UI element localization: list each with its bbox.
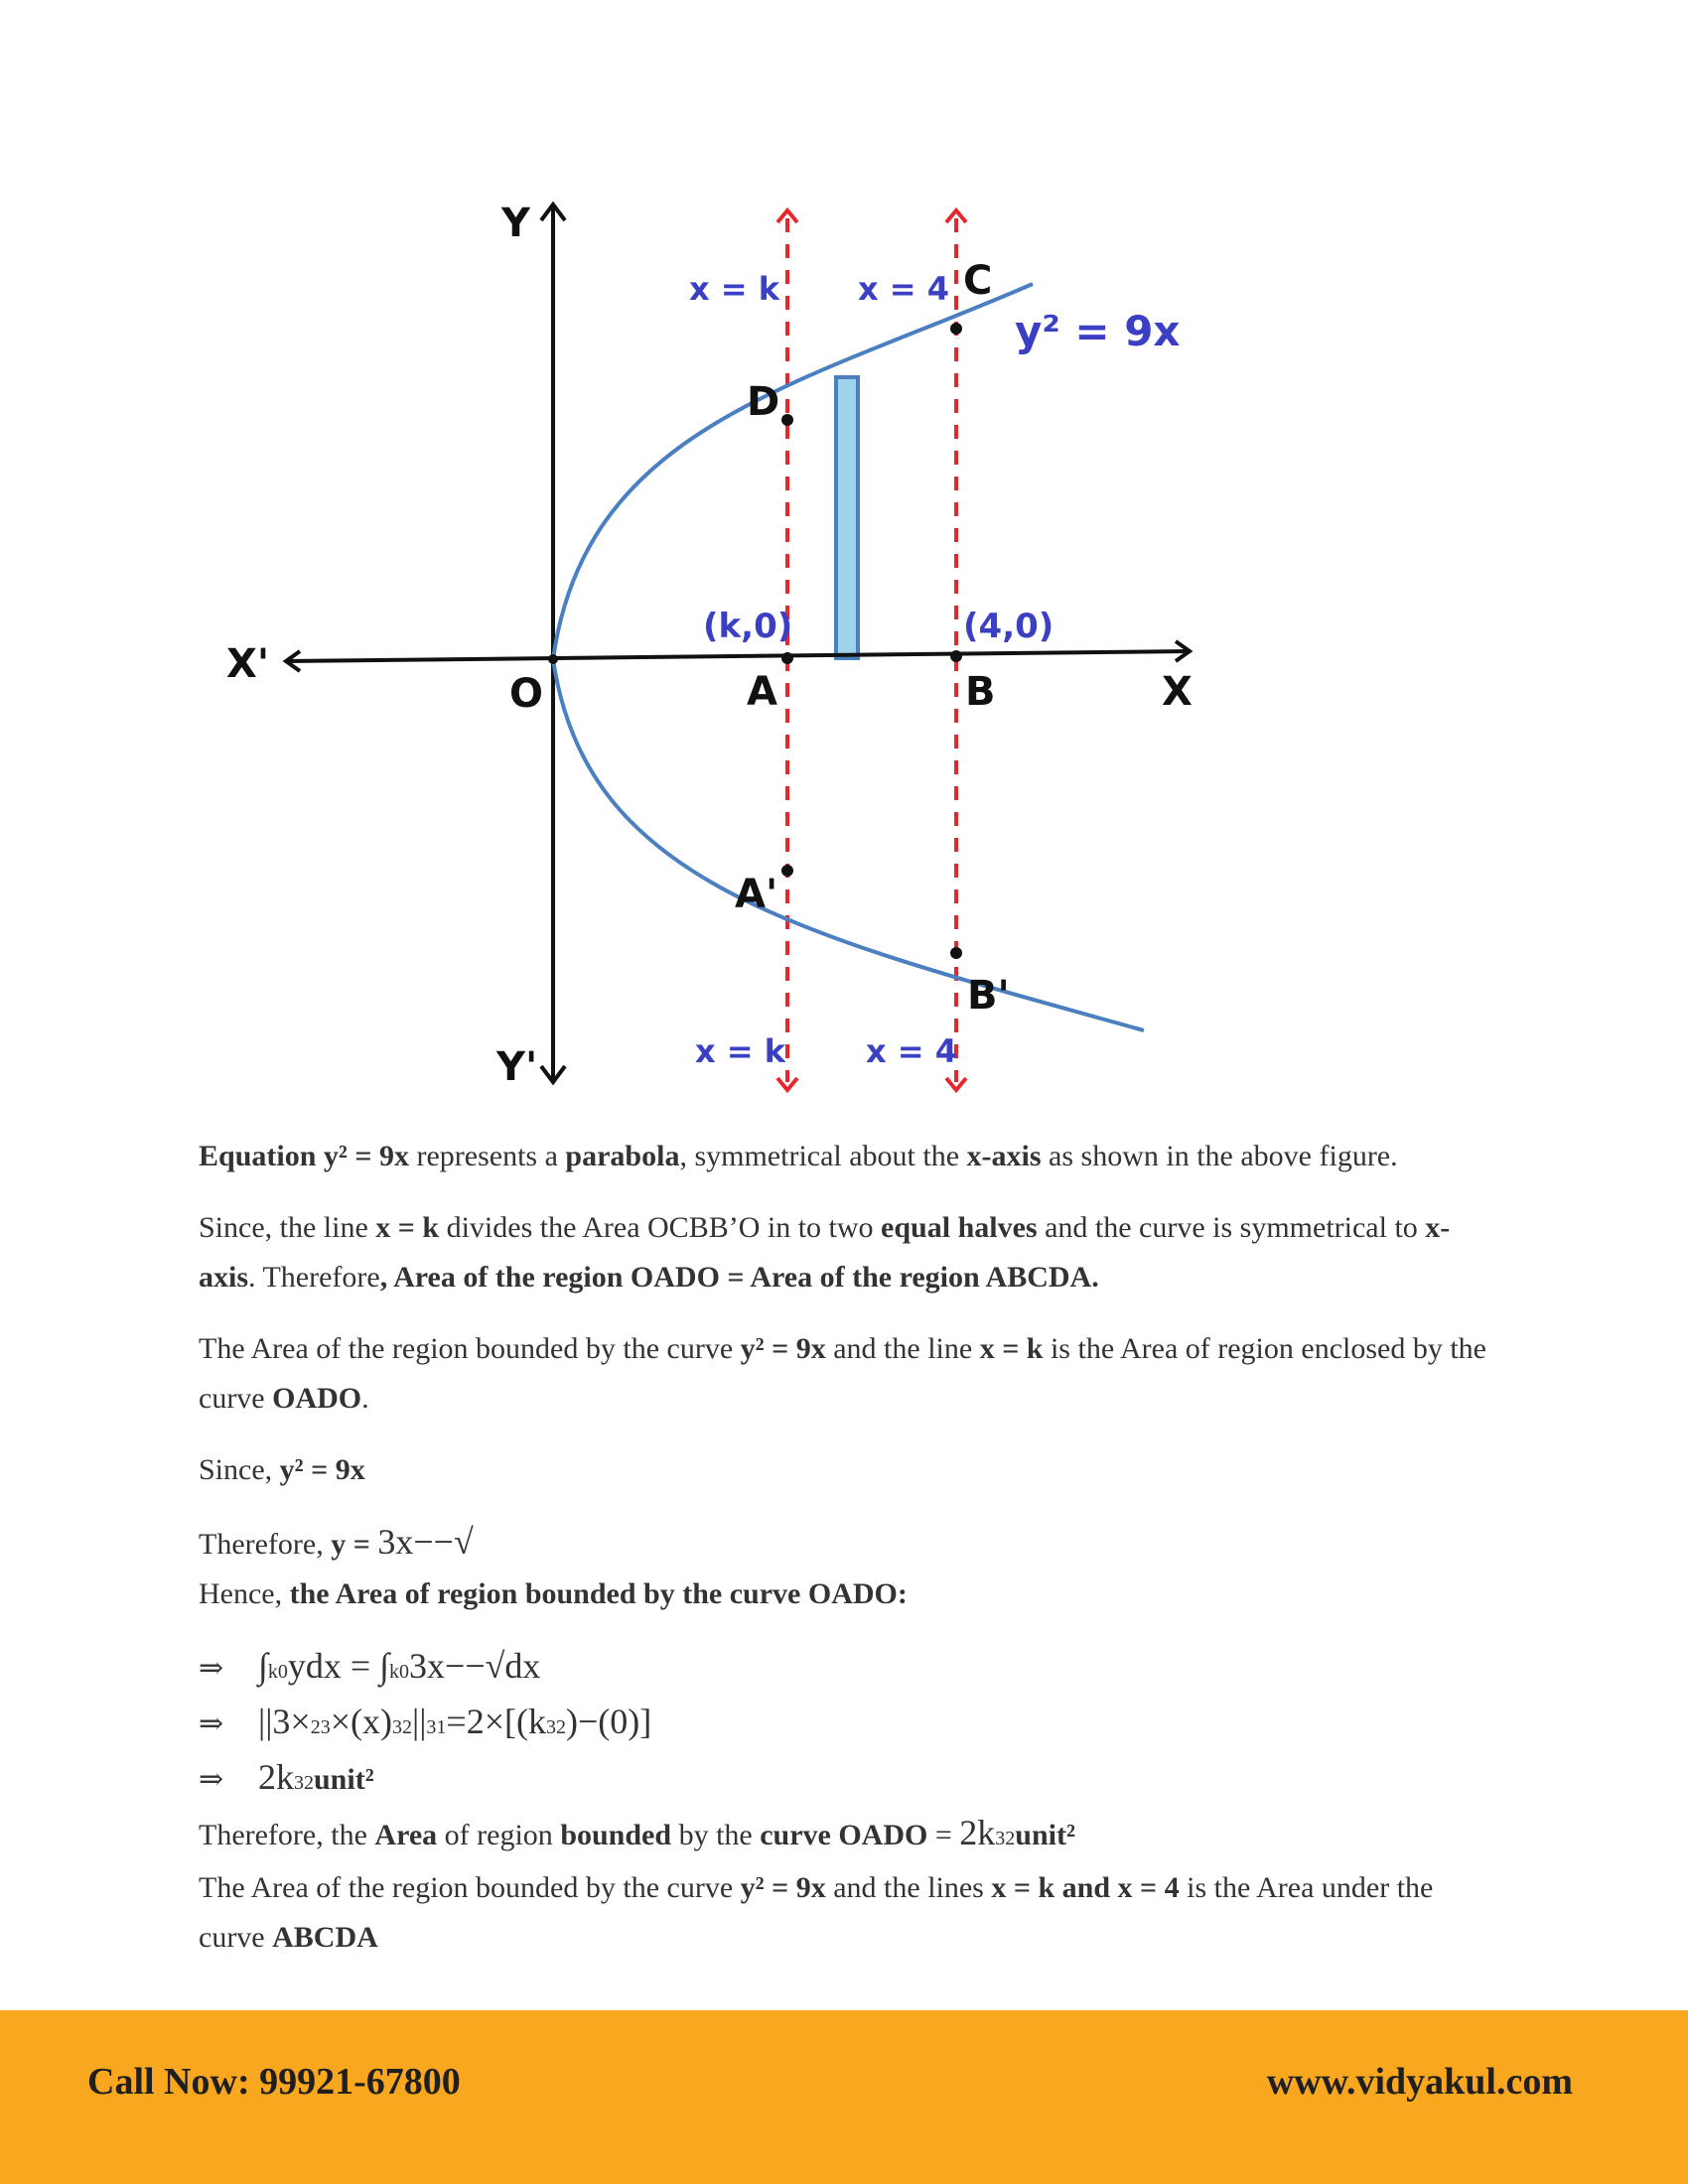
- math-exponent: 32: [995, 1828, 1016, 1849]
- paragraph-region: [199, 1324, 1489, 1424]
- curve-term: y² = 9x: [740, 1332, 826, 1365]
- x-axis-term: x-axis: [199, 1211, 1451, 1294]
- y-term: y =: [331, 1528, 378, 1561]
- math-run: ||3×: [258, 1702, 311, 1741]
- text-run: by the: [671, 1819, 761, 1851]
- paragraph-area-result: [199, 1808, 1489, 1863]
- point-d-label: D: [747, 379, 780, 425]
- oado-term: OADO: [272, 1382, 362, 1415]
- point-a-dot: [781, 652, 793, 664]
- text-run: Therefore, the: [199, 1819, 375, 1851]
- text-run: as shown in the above figure.: [1041, 1140, 1398, 1172]
- curve-oado-term: curve OADO: [760, 1819, 928, 1851]
- text-run: .: [361, 1382, 369, 1415]
- unit-term: unit²: [314, 1763, 374, 1796]
- line-k-top-label: x = k: [689, 270, 780, 308]
- point-d-dot: [781, 414, 793, 426]
- text-run: The Area of the region bounded by the curve: [199, 1871, 741, 1904]
- curve-equation-label: y² = 9x: [1015, 307, 1181, 355]
- text-run: , symmetrical about the: [679, 1140, 967, 1172]
- text-run: represents a: [408, 1140, 566, 1172]
- math-exponent: 32: [392, 1716, 412, 1738]
- point-b-prime-dot: [950, 947, 962, 959]
- equation-term: Equation y² = 9x: [199, 1140, 409, 1172]
- text-run: Since, the line: [199, 1211, 376, 1244]
- point-b-prime-label: B': [967, 973, 1010, 1019]
- website-link[interactable]: www.vidyakul.com: [1266, 2061, 1573, 2103]
- text-run: =: [927, 1819, 960, 1851]
- math-exponent: 32: [546, 1716, 567, 1738]
- equation-line-2: [199, 1697, 1489, 1752]
- line-term: x = k: [375, 1211, 440, 1244]
- text-run: is the Area of region enclosed by the curve: [199, 1332, 1486, 1415]
- x-axis-term: x-axis: [966, 1140, 1042, 1172]
- math-limits: 31: [426, 1716, 447, 1738]
- parabola-figure: [199, 189, 1211, 1112]
- coord-4-label: (4,0): [963, 607, 1055, 646]
- text-run: . Therefore: [248, 1261, 380, 1294]
- text-run: and the curve is symmetrical to: [1037, 1211, 1426, 1244]
- paragraph-since: [199, 1445, 1489, 1495]
- math-run: ||: [412, 1702, 427, 1741]
- origin-dot: [548, 654, 558, 664]
- area-strip: [836, 377, 858, 658]
- footer-banner: [0, 2010, 1688, 2184]
- bounded-term: bounded: [560, 1819, 672, 1851]
- hence-statement: the Area of region bounded by the curve OADO:: [289, 1577, 908, 1610]
- math-run: 2k: [258, 1757, 294, 1797]
- math-limits: k0: [267, 1661, 288, 1683]
- line-4-bottom-label: x = 4: [866, 1032, 957, 1070]
- paragraph-halves: [199, 1203, 1489, 1302]
- implies-arrow-icon: ⇒: [199, 1707, 224, 1740]
- y-axis-label: Y: [501, 201, 530, 246]
- sqrt-expression: 3x−−√: [377, 1522, 474, 1562]
- point-a-prime-dot: [781, 865, 793, 877]
- lines-term: x = k and x = 4: [991, 1871, 1180, 1904]
- x-axis-neg-label: X': [226, 641, 270, 687]
- text-run: divides the Area OCBB’O in to two: [439, 1211, 882, 1244]
- math-run: ×(x): [330, 1702, 392, 1741]
- text-run: of region: [437, 1819, 561, 1851]
- parabola-term: parabola: [565, 1140, 680, 1172]
- coord-k-label: (k,0): [703, 607, 793, 646]
- point-c-dot: [950, 323, 962, 335]
- x-axis-label: X: [1162, 669, 1193, 715]
- math-exponent: 32: [294, 1772, 314, 1794]
- implies-arrow-icon: ⇒: [199, 1652, 224, 1685]
- point-b-dot: [950, 650, 962, 662]
- math-run: =2×[(k: [446, 1702, 547, 1741]
- call-now-text: Call Now: 99921-67800: [87, 2061, 461, 2103]
- area-equality-statement: , Area of the region OADO = Area of the region ABCDA.: [379, 1261, 1099, 1294]
- unit-term: unit²: [1015, 1819, 1075, 1851]
- curve-term: y² = 9x: [740, 1871, 826, 1904]
- equal-halves-term: equal halves: [881, 1211, 1038, 1244]
- curve-term: y² = 9x: [279, 1453, 365, 1486]
- math-fraction: 23: [310, 1716, 331, 1738]
- x-axis: [286, 651, 1190, 661]
- text-run: Since,: [199, 1453, 280, 1486]
- math-run: ∫: [258, 1646, 268, 1686]
- point-c-label: C: [963, 258, 993, 304]
- math-run: 2k: [959, 1813, 996, 1852]
- origin-label: O: [509, 671, 544, 717]
- text-run: Therefore,: [199, 1528, 332, 1561]
- point-a-label: A: [747, 669, 777, 715]
- paragraph-therefore-y: [199, 1517, 1489, 1570]
- abcda-term: ABCDA: [272, 1921, 378, 1954]
- math-run: 3x−−√dx: [409, 1646, 541, 1686]
- solution-text: [199, 1132, 1489, 1963]
- paragraph-parabola: [199, 1132, 1489, 1181]
- line-term: x = k: [979, 1332, 1044, 1365]
- paragraph-hence: [199, 1570, 1489, 1619]
- y-axis-neg-label: Y': [496, 1044, 538, 1090]
- point-a-prime-label: A': [735, 872, 778, 917]
- text-run: Hence,: [199, 1577, 290, 1610]
- equation-line-3: [199, 1752, 1489, 1808]
- text-run: is the Area under the curve: [199, 1871, 1434, 1954]
- text-run: The Area of the region bounded by the curve: [199, 1332, 741, 1365]
- point-b-label: B: [965, 669, 996, 715]
- line-4-top-label: x = 4: [858, 270, 949, 308]
- equation-line-1: [199, 1641, 1489, 1697]
- math-limits: k0: [389, 1661, 410, 1683]
- paragraph-abcda: [199, 1863, 1489, 1963]
- text-run: and the line: [825, 1332, 980, 1365]
- implies-arrow-icon: ⇒: [199, 1763, 224, 1796]
- text-run: and the lines: [825, 1871, 992, 1904]
- math-run: )−(0)]: [566, 1702, 652, 1741]
- line-k-bottom-label: x = k: [695, 1032, 786, 1070]
- area-term: Area: [374, 1819, 438, 1851]
- math-run: ydx = ∫: [287, 1646, 390, 1686]
